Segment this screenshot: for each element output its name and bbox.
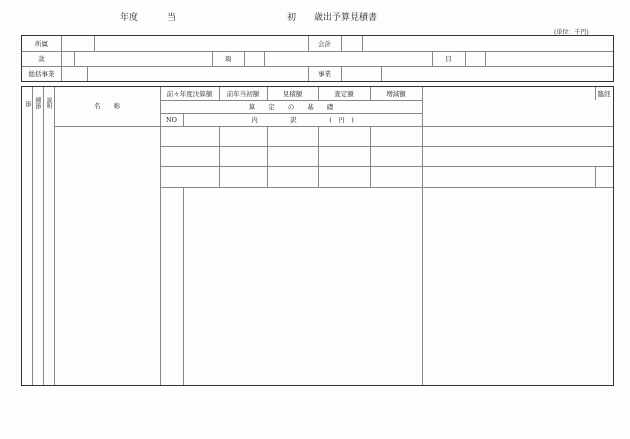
label-kaikei: 会計 [318,40,331,48]
title-tou: 当 [167,13,177,23]
col-meishou: 名 称 [94,102,120,110]
label-kou: 項 [224,55,232,63]
grid-line [341,66,342,81]
col-saisetsu: 細節 [34,97,41,109]
grid-line [264,51,265,66]
col-zenzen-kessan: 前々年度決算額 [166,90,213,98]
grid-line [160,87,161,385]
grid-line [61,36,62,81]
col-zennen-tousho: 前年当初額 [226,90,260,98]
col-mitsumori: 見積額 [282,90,303,98]
grid-line [595,166,596,187]
grid-line [22,51,613,52]
label-jigyou: 事業 [318,70,331,78]
grid-line [381,66,382,81]
grid-line [341,36,342,51]
col-rinji: 臨経 [597,90,611,98]
grid-line [94,36,95,51]
grid-line [87,66,88,81]
title-sho: 初 [287,13,297,23]
label-moku: 目 [445,55,452,63]
label-kan: 款 [38,55,45,63]
grid-line [422,87,423,385]
grid-line [362,36,363,51]
no-label: NO [165,116,178,124]
col-setsumei: 説明 [45,97,52,109]
grid-line [183,187,184,385]
grid-line [370,126,371,187]
label-shozoku: 所属 [35,40,48,48]
grid-line [32,87,33,385]
grid-line [160,187,613,188]
grid-line [74,51,75,66]
santei-kiso-label: 算 定 の 基 礎 [248,103,334,111]
title-year: 年度 [120,13,139,23]
grid-line [54,87,55,385]
grid-line [267,126,268,187]
grid-line [160,100,422,101]
grid-line [160,113,422,114]
title-name: 歳出予算見積書 [314,13,378,23]
grid-line [485,51,486,66]
grid-line [54,126,613,127]
uchiwake-label: 内 訳 ( 円 ) [251,116,354,124]
grid-line [244,51,245,66]
grid-line [43,87,44,385]
grid-line [318,126,319,187]
grid-line [219,126,220,187]
col-setsu: 節 [24,101,31,107]
grid-line [160,146,613,147]
unit-label: (単位：千円) [554,29,589,36]
label-soukatsu-jigyou: 総括事業 [28,70,55,78]
grid-line [22,66,613,67]
grid-line [465,51,466,66]
col-zougen: 増減額 [386,90,406,98]
col-satei: 査定額 [334,90,354,98]
grid-line [160,166,613,167]
